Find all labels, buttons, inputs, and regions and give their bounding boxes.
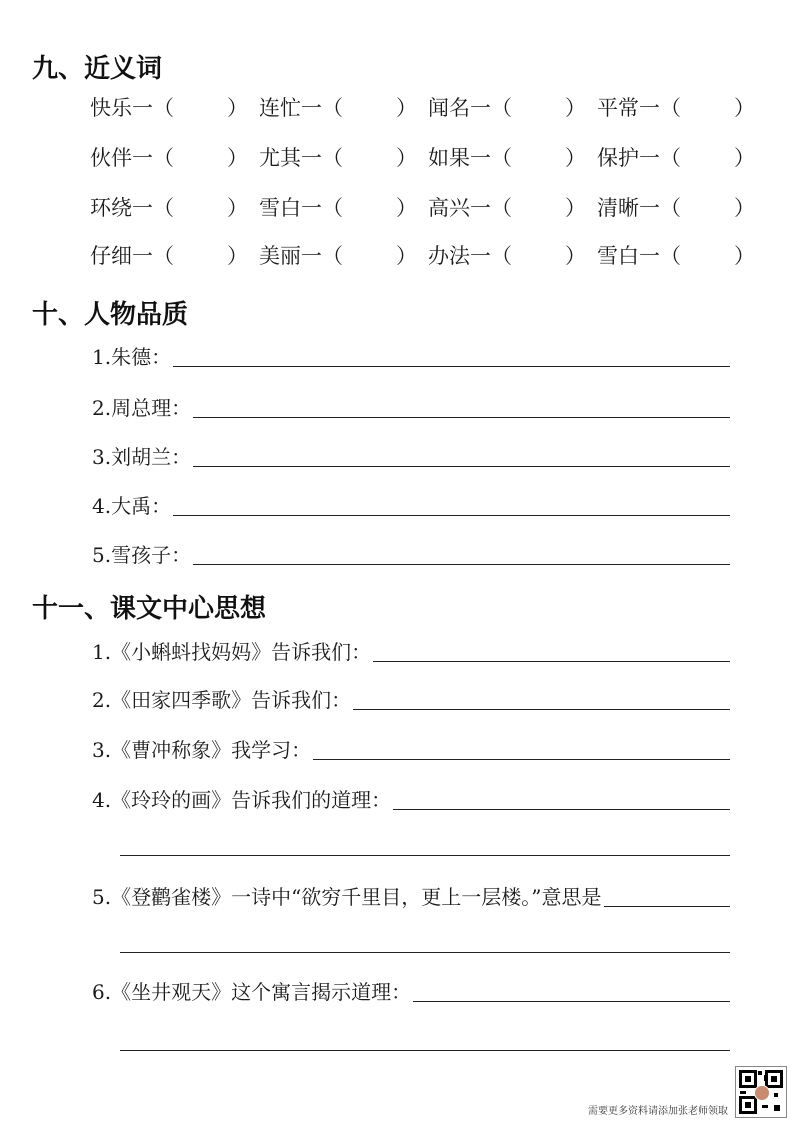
answer-blank[interactable]: ） [227, 146, 248, 170]
answer-blank[interactable]: ） [227, 196, 248, 220]
section-title-central-ideas: 十一、课文中心思想 [32, 594, 267, 624]
trait-label: 1.朱德： [92, 345, 172, 369]
answer-line[interactable] [173, 515, 730, 516]
answer-line[interactable] [353, 709, 730, 710]
synonym-word: 仔细一（ [90, 244, 174, 268]
answer-line[interactable] [173, 366, 730, 367]
synonym-word: 雪白一（ [259, 196, 343, 220]
idea-label: 4.《玲玲的画》告诉我们的道理： [92, 788, 392, 812]
answer-blank[interactable]: ） [396, 196, 417, 220]
synonym-item [259, 240, 417, 270]
answer-line[interactable] [313, 759, 730, 760]
answer-blank[interactable]: ） [396, 244, 417, 268]
answer-blank[interactable]: ） [565, 244, 586, 268]
synonym-item [428, 240, 586, 270]
synonym-item [597, 240, 755, 270]
answer-line-extra[interactable] [120, 1050, 730, 1051]
synonym-word: 美丽一（ [259, 244, 343, 268]
trait-row-2 [92, 391, 730, 421]
avatar [754, 1085, 770, 1101]
answer-blank[interactable]: ） [734, 96, 755, 120]
synonym-word: 如果一（ [428, 146, 512, 170]
idea-row-5 [92, 880, 730, 910]
answer-blank[interactable]: ） [734, 244, 755, 268]
idea-label: 5.《登鹳雀楼》一诗中“欲穷千里目，更上一层楼。”意思是 [92, 885, 602, 909]
answer-line[interactable] [193, 466, 730, 467]
idea-label: 3.《曹冲称象》我学习： [92, 738, 312, 762]
synonym-item [428, 92, 586, 122]
idea-label: 2.《田家四季歌》告诉我们： [92, 688, 352, 712]
synonym-item [90, 92, 248, 122]
idea-row-3 [92, 733, 730, 763]
trait-row-4 [92, 489, 730, 519]
trait-row-5 [92, 538, 730, 568]
synonym-word: 连忙一（ [259, 96, 343, 120]
answer-blank[interactable]: ） [396, 96, 417, 120]
idea-row-1 [92, 635, 730, 665]
section-title-synonyms: 九、近义词 [32, 54, 163, 84]
synonym-word: 保护一（ [597, 146, 681, 170]
synonym-item [428, 192, 586, 222]
synonym-word: 快乐一（ [90, 96, 174, 120]
synonym-item [597, 192, 755, 222]
synonym-word: 环绕一（ [90, 196, 174, 220]
synonym-item [428, 142, 586, 172]
idea-label: 6.《坐井观天》这个寓言揭示道理： [92, 980, 412, 1004]
answer-line[interactable] [373, 661, 730, 662]
idea-row-4 [92, 783, 730, 813]
synonym-item [259, 142, 417, 172]
answer-line[interactable] [193, 417, 730, 418]
synonym-word: 办法一（ [428, 244, 512, 268]
footer-note: 需要更多资料请添加张老师领取 [588, 1106, 728, 1117]
synonym-item [90, 192, 248, 222]
trait-label: 5.雪孩子： [92, 543, 192, 567]
trait-label: 3.刘胡兰： [92, 445, 192, 469]
section-title-character-traits: 十、人物品质 [32, 300, 189, 330]
synonym-word: 伙伴一（ [90, 146, 174, 170]
synonym-item [597, 92, 755, 122]
answer-line-extra[interactable] [120, 952, 730, 953]
answer-line[interactable] [393, 809, 730, 810]
answer-blank[interactable]: ） [396, 146, 417, 170]
synonym-word: 尤其一（ [259, 146, 343, 170]
answer-blank[interactable]: ） [565, 196, 586, 220]
answer-blank[interactable]: ） [227, 96, 248, 120]
trait-row-3 [92, 440, 730, 470]
synonym-word: 清晰一（ [597, 196, 681, 220]
synonym-word: 平常一（ [597, 96, 681, 120]
answer-blank[interactable]: ） [734, 146, 755, 170]
answer-blank[interactable]: ） [734, 196, 755, 220]
synonym-item [259, 92, 417, 122]
synonym-item [90, 240, 248, 270]
answer-line-extra[interactable] [120, 855, 730, 856]
trait-label: 2.周总理： [92, 396, 192, 420]
idea-row-2 [92, 683, 730, 713]
answer-blank[interactable]: ） [227, 244, 248, 268]
answer-line[interactable] [413, 1001, 730, 1002]
synonym-word: 雪白一（ [597, 244, 681, 268]
idea-label: 1.《小蝌蚪找妈妈》告诉我们： [92, 640, 372, 664]
synonym-item [90, 142, 248, 172]
synonym-item [259, 192, 417, 222]
qr-code-icon [735, 1066, 787, 1118]
answer-line[interactable] [604, 906, 730, 907]
answer-line[interactable] [193, 564, 730, 565]
synonym-word: 高兴一（ [428, 196, 512, 220]
synonym-item [597, 142, 755, 172]
idea-row-6 [92, 975, 730, 1005]
answer-blank[interactable]: ） [565, 146, 586, 170]
synonym-word: 闻名一（ [428, 96, 512, 120]
answer-blank[interactable]: ） [565, 96, 586, 120]
trait-row-1 [92, 340, 730, 370]
trait-label: 4.大禹： [92, 494, 172, 518]
